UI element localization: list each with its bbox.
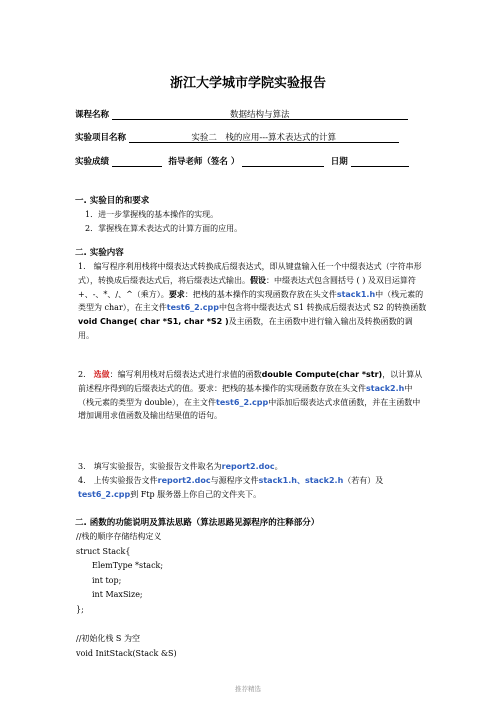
report-title: 浙江大学城市学院实验报告	[169, 76, 326, 91]
course-name-value: 数据结构与算法	[229, 110, 290, 120]
code-line: void InitStack(Stack &S)	[76, 648, 177, 658]
code-line: int top;	[92, 575, 122, 585]
section-purpose-heading: 一. 实验目的和要求	[75, 196, 150, 206]
project-name-field	[75, 131, 399, 145]
score-field	[75, 155, 409, 169]
project-name-underline	[129, 131, 399, 143]
course-name-field	[75, 108, 408, 122]
project-name-label: 实验项目名称	[75, 133, 127, 143]
date-underline	[351, 155, 409, 167]
code-line: ElemType *stack;	[92, 561, 164, 571]
section-content-heading: 二. 实验内容	[75, 248, 124, 258]
score-underline	[112, 155, 162, 167]
section-function-heading: 二. 函数的功能说明及算法思路（算法思路见源程序的注释部分）	[75, 518, 320, 528]
code-line: //初始化栈 S 为空	[76, 634, 140, 644]
date-label: 日期	[330, 157, 348, 167]
code-line: };	[76, 604, 84, 614]
score-label: 实验成绩	[75, 157, 110, 167]
code-line	[76, 618, 177, 633]
code-line: int MaxSize;	[92, 590, 143, 600]
code-line: struct Stack{	[76, 546, 131, 556]
project-name-value: 实验二 栈的应用---算术表达式的计算	[191, 133, 337, 143]
code-line: //栈的顺序存储结构定义	[76, 532, 162, 541]
teacher-underline	[242, 155, 324, 167]
teacher-label: 指导老师（签名 ）	[168, 157, 240, 167]
content-paragraph-2: 2. 选做：编写利用栈对后缀表达式进行求值的函数double Compute(char *str)，以计算从前述程序得到的后缀表达式的值。要求：把栈的基本操作的实现函数存放在头文件stack2.h中（栈元素的类型为 double），在主文件test6_2.cpp中添加后缀表达式求值函数，并在主函数中增加调用求值函数及输出结果值的语句。	[78, 369, 423, 421]
course-name-underline	[112, 108, 408, 120]
content-paragraph-3: 3. 填写实验报告，实验报告文件取名为report2.doc。	[78, 462, 283, 471]
course-name-label: 课程名称	[75, 110, 110, 120]
code-block	[76, 530, 177, 661]
page-footer: 推荐精选	[235, 685, 261, 693]
purpose-item-1: 1．进一步掌握栈的基本操作的实现。	[85, 210, 219, 219]
content-paragraph-1: 1. 编写程序利用栈将中缀表达式转换成后缀表达式，即从键盘输入任一个中缀表达式（字符串形式），转换成后缀表达式后，将后缀表达式输出。假设：中缀表达式包含圆括号 ( ) 及双目运算符 +、-、*、/、^（乘方）。要求：把栈的基本操作的实现函数存放在头文件stack1.h中（栈元素的类型为 char），在主文件test6_2.cpp中包含将中缀表达式 S1 转换成后缀表达式 S2 的转换函数void Change( char *S1, char *S2 )及主函数，在主函数中进行输入输出及转换函数的调用。	[78, 262, 427, 340]
content-paragraph-4: 4. 上传实验报告文件report2.doc与源程序文件stack1.h、stack2.h（若有）及test6_2.cpp到 Ftp 服务器上你自己的文件夹下。	[78, 476, 384, 499]
purpose-item-2: 2．掌握栈在算术表达式的计算方面的应用。	[85, 224, 243, 233]
